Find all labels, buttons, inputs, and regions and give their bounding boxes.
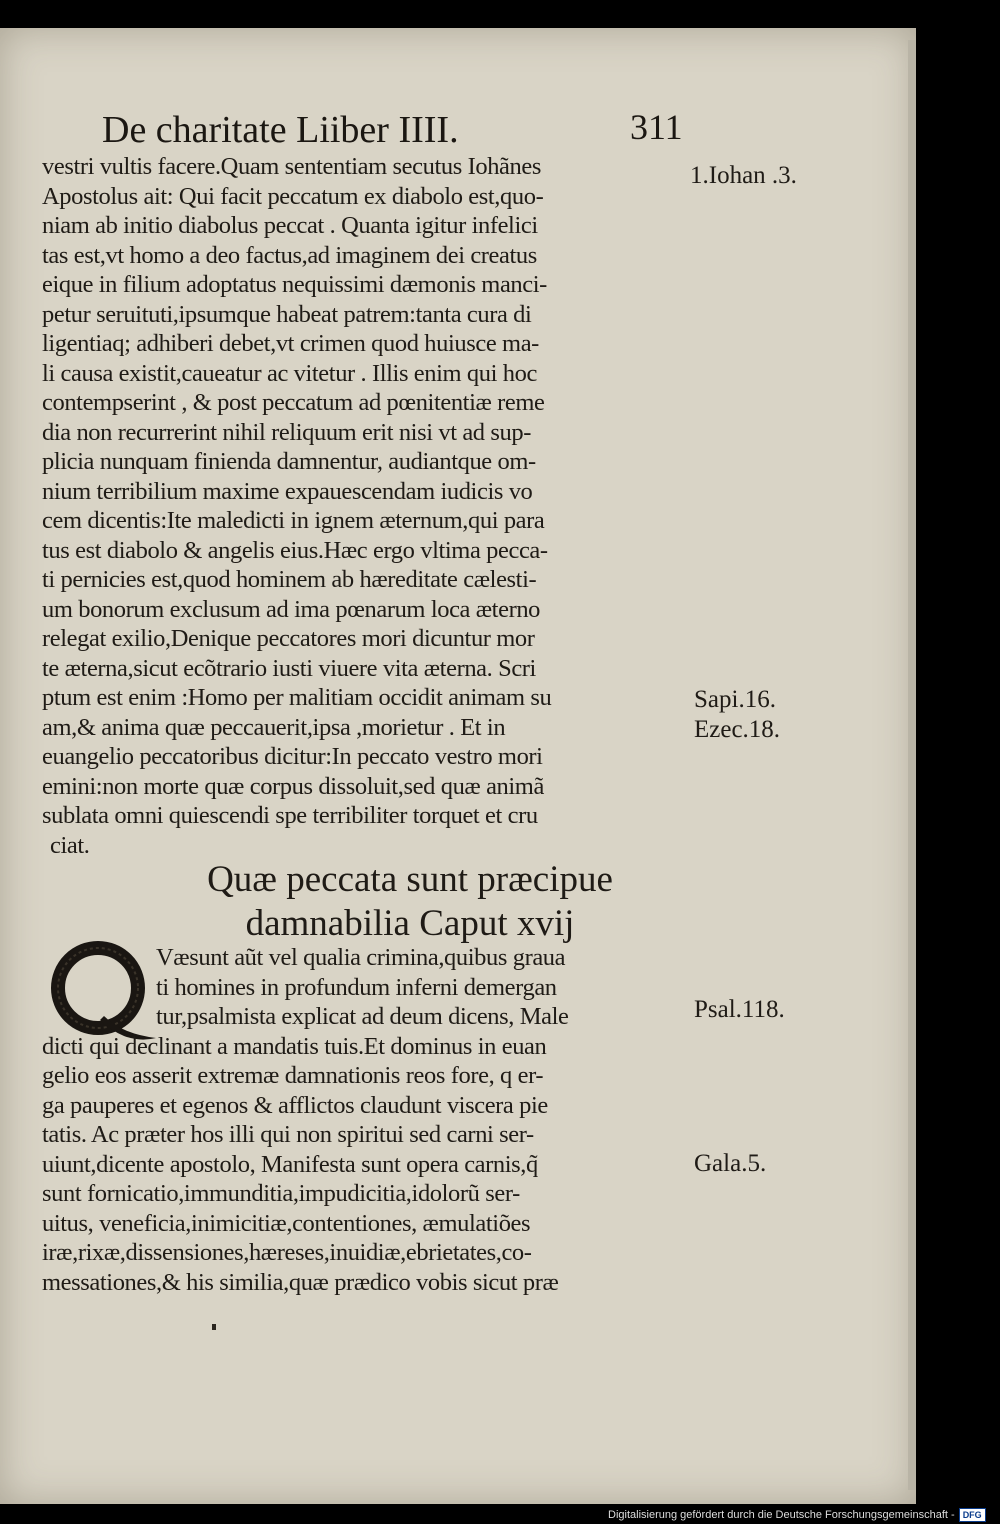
text-line: tatis. Ac præter hos illi qui non spiritui sed carni ser- [42,1121,534,1148]
chapter-title-line: damnabilia Caput xvij [245,903,575,944]
text-line: ligentiaq; adhiberi debet,vt crimen quod huiusce ma- [42,330,539,357]
funding-footer [608,1506,986,1524]
body-text [42,152,688,860]
text-line: ti homines in profundum inferni demergan [156,973,557,1001]
text-line: tas est,vt homo a deo factus,ad imaginem dei creatus [42,241,537,269]
text-line: ti pernicies est,quod hominem ab hæreditate cælesti- [42,566,537,593]
text-line: uiunt,dicente apostolo, Manifesta sunt opera carnis,q̃ [42,1150,538,1178]
text-line: am,& anima quæ peccauerit,ipsa ,morietur . Et in [42,713,506,741]
text-line: tus est diabolo & angelis eius.Hæc ergo vltima pecca- [42,536,548,564]
text-line: iræ,rixæ,dissensiones,hæreses,inuidiæ,ebrietates,co- [42,1239,532,1266]
printer-mark [212,1324,216,1330]
text-line: messationes,& his similia,quæ prædico vobis sicut præ [42,1268,559,1296]
text-line: sunt fornicatio,immunditia,impudicitia,idolorũ ser- [42,1180,520,1207]
margin-note: Gala.5. [694,1150,767,1177]
margin-note: Ezec.18. [694,716,781,743]
text-line: dia non recurrerint nihil reliquum erit nisi vt ad sup- [42,418,531,446]
text-line: dicti qui declinant a mandatis tuis.Et dominus in euan [42,1032,547,1060]
margin-note: Sapi.16. [694,686,776,713]
text-line: plicia nunquam finienda damnentur, audiantque om- [42,448,536,475]
text-line: vestri vultis facere.Quam sententiam secutus Iohãnes [42,153,541,180]
text-line: eique in filium adoptatus nequissimi dæmonis manci- [42,271,547,298]
text-line: sublata omni quiescendi spe terribiliter torquet et cru [42,802,538,829]
page-number: 311 [630,107,683,147]
text-line: ga pauperes et egenos & afflictos claudunt viscera pie [42,1091,548,1119]
text-line: te æterna,sicut ecõtrario iusti viuere vita æterna. Scri [42,654,536,682]
text-line: gelio eos asserit extremæ damnationis reos fore, q er- [42,1062,544,1089]
text-line: um bonorum exclusum ad ima pœnarum loca æterno [42,595,541,623]
text-line: tur,psalmista explicat ad deum dicens, Male [156,1003,569,1030]
text-line: petur seruituti,ipsumque habeat patrem:tanta cura di [42,300,532,328]
text-line: relegat exilio,Denique peccatores mori dicuntur mor [42,625,535,652]
text-line: nium terribilium maxime expauescendam iudicis vo [42,477,533,505]
text-line: uitus, veneficia,inimicitiæ,contentiones, æmulatiões [42,1209,531,1237]
margin-note: Psal.118. [694,996,785,1023]
text-line: euangelio peccatoribus dicitur:In peccato vestro mori [42,743,543,770]
chapter-text [42,943,688,1297]
chapter-title-line: Quæ peccata sunt præcipue [207,859,613,900]
text-line: li causa existit,caueatur ac vitetur . Illis enim qui hoc [42,359,537,387]
text-line: Apostolus ait: Qui facit peccatum ex diabolo est,quo- [42,182,544,210]
margin-note: 1.Iohan .3. [690,162,797,189]
text-line: cem dicentis:Ite maledicti in ignem æternum,qui para [42,507,545,534]
text-line: Væsunt aũt vel qualia crimina,quibus graua [156,944,566,971]
page-edge [908,40,916,1490]
text-line: emini:non morte quæ corpus dissoluit,sed quæ animã [42,772,544,800]
dfg-logo: DFG [959,1508,986,1522]
text-line: ptum est enim :Homo per malitiam occidit animam su [42,684,552,711]
text-line: niam ab initio diabolus peccat . Quanta igitur infelici [42,212,538,239]
text-line: contempserint , & post peccatum ad pœnitentiæ reme [42,389,545,416]
chapter-title [150,858,670,946]
footer-text: Digitalisierung gefördert durch die Deutsche Forschungsgemeinschaft - [608,1509,955,1521]
running-head: De charitate Liiber IIII. [102,109,459,151]
text-line: ciat. [50,831,90,859]
